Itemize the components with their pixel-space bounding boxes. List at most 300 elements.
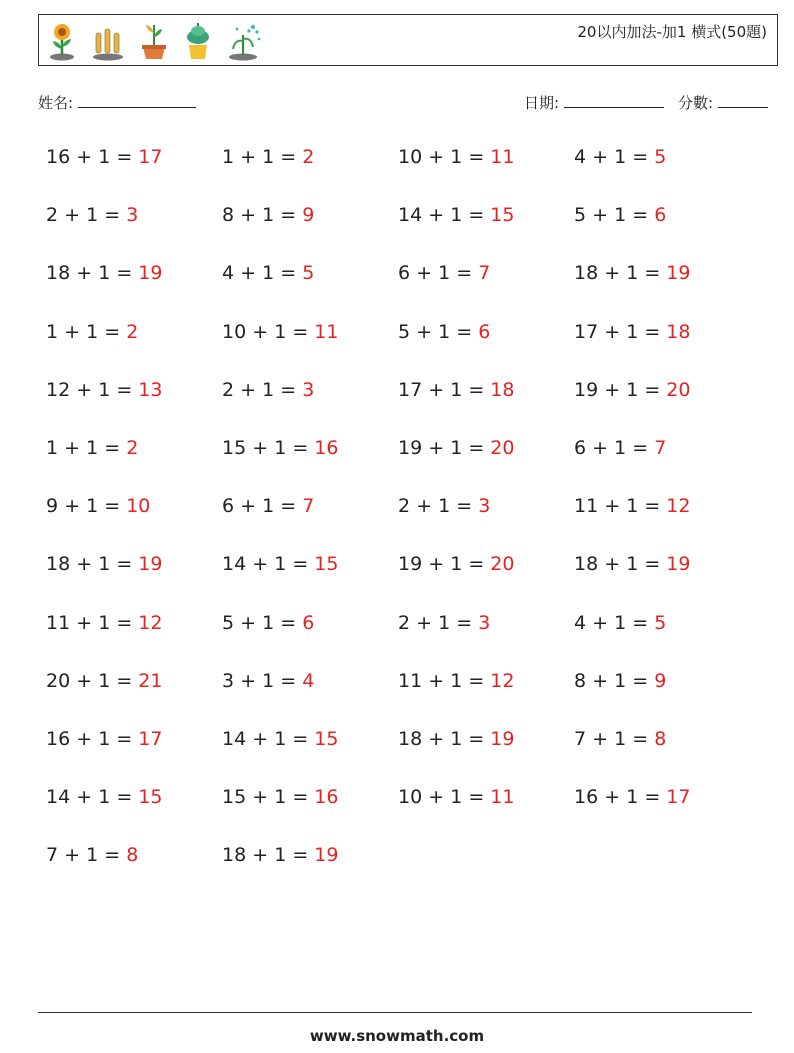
addend-a: 9 — [46, 495, 59, 518]
op-plus: + — [598, 495, 627, 518]
addend-b: 1 — [614, 728, 627, 750]
op-equals: = — [110, 669, 139, 692]
op-plus: + — [598, 262, 627, 285]
op-equals: = — [638, 786, 667, 809]
op-equals: = — [638, 495, 667, 518]
addend-b: 1 — [98, 786, 111, 809]
addend-b: 1 — [262, 146, 275, 168]
addend-a: 14 — [46, 786, 71, 809]
problem-47 — [398, 786, 514, 808]
op-plus: + — [422, 669, 451, 692]
op-plus: + — [70, 262, 99, 285]
worksheet-title: 20以内加法-加1 横式(50題) — [577, 23, 767, 41]
addend-a: 2 — [398, 495, 411, 518]
addend-a: 14 — [398, 204, 423, 227]
op-equals: = — [462, 378, 491, 401]
answer: 19 — [490, 728, 515, 750]
problem-27 — [398, 495, 490, 517]
problem-17 — [46, 379, 162, 401]
op-equals: = — [274, 146, 303, 168]
op-plus: + — [246, 844, 275, 867]
op-plus: + — [246, 728, 275, 750]
problem-18 — [222, 379, 314, 401]
addend-b: 1 — [98, 728, 111, 750]
op-equals: = — [98, 844, 127, 867]
problem-30 — [222, 553, 338, 575]
addend-b: 1 — [262, 262, 275, 285]
op-plus: + — [422, 786, 451, 809]
problem-16 — [574, 321, 690, 343]
icon-strip — [47, 19, 263, 63]
problem-33 — [46, 612, 162, 634]
answer: 5 — [654, 146, 667, 168]
addend-a: 17 — [574, 320, 599, 343]
score-field[interactable] — [678, 92, 768, 113]
answer: 15 — [314, 728, 339, 750]
date-label: 日期: — [524, 94, 560, 112]
answer: 16 — [314, 437, 339, 459]
addend-a: 18 — [46, 553, 71, 576]
problem-49 — [46, 844, 138, 866]
answer: 4 — [302, 669, 315, 692]
addend-b: 1 — [98, 378, 111, 401]
op-plus: + — [234, 262, 263, 285]
addend-b: 1 — [86, 320, 99, 343]
answer: 19 — [138, 262, 163, 285]
addend-b: 1 — [438, 320, 451, 343]
addend-b: 1 — [274, 553, 287, 576]
answer: 3 — [302, 378, 315, 401]
addend-b: 1 — [262, 495, 275, 518]
op-equals: = — [450, 262, 479, 285]
op-plus: + — [70, 378, 99, 401]
op-plus: + — [58, 495, 87, 518]
answer: 17 — [666, 786, 691, 809]
addend-a: 18 — [398, 728, 423, 750]
op-plus: + — [246, 437, 275, 459]
answer: 8 — [654, 728, 667, 750]
addend-b: 1 — [274, 786, 287, 809]
problem-21 — [46, 437, 138, 459]
addend-a: 15 — [222, 437, 247, 459]
addend-b: 1 — [450, 786, 463, 809]
problem-3 — [398, 146, 514, 168]
name-blank[interactable] — [78, 93, 196, 108]
op-equals: = — [626, 669, 655, 692]
addend-a: 11 — [574, 495, 599, 518]
op-plus: + — [246, 320, 275, 343]
op-plus: + — [234, 669, 263, 692]
addend-b: 1 — [86, 437, 99, 459]
problem-26 — [222, 495, 314, 517]
op-plus: + — [410, 495, 439, 518]
answer: 6 — [478, 320, 491, 343]
op-plus: + — [422, 146, 451, 168]
answer: 7 — [302, 495, 315, 518]
addend-b: 1 — [626, 320, 639, 343]
op-equals: = — [286, 437, 315, 459]
op-equals: = — [110, 378, 139, 401]
op-equals: = — [274, 669, 303, 692]
answer: 11 — [490, 146, 515, 168]
addend-a: 2 — [398, 611, 411, 634]
addend-a: 4 — [222, 262, 235, 285]
answer: 18 — [666, 320, 691, 343]
addend-b: 1 — [98, 669, 111, 692]
answer: 20 — [490, 553, 515, 576]
op-plus: + — [58, 437, 87, 459]
addend-b: 1 — [274, 437, 287, 459]
problem-29 — [46, 553, 162, 575]
wheat-icon — [91, 21, 125, 61]
addend-b: 1 — [274, 320, 287, 343]
addend-b: 1 — [438, 495, 451, 518]
addend-b: 1 — [626, 262, 639, 285]
problem-14 — [222, 321, 338, 343]
addend-b: 1 — [450, 204, 463, 227]
op-equals: = — [98, 320, 127, 343]
score-label: 分數: — [678, 94, 714, 112]
addend-b: 1 — [614, 437, 627, 459]
addend-b: 1 — [614, 669, 627, 692]
addend-a: 14 — [222, 553, 247, 576]
addend-a: 16 — [46, 728, 71, 750]
problem-6 — [222, 204, 314, 226]
problem-35 — [398, 612, 490, 634]
op-plus: + — [58, 844, 87, 867]
addend-a: 19 — [574, 378, 599, 401]
problem-7 — [398, 204, 514, 226]
addend-a: 5 — [398, 320, 411, 343]
addend-a: 19 — [398, 553, 423, 576]
op-plus: + — [422, 437, 451, 459]
problem-5 — [46, 204, 138, 226]
op-equals: = — [274, 495, 303, 518]
addend-b: 1 — [262, 204, 275, 227]
addend-a: 16 — [574, 786, 599, 809]
op-equals: = — [286, 320, 315, 343]
addend-a: 10 — [222, 320, 247, 343]
addend-b: 1 — [614, 611, 627, 634]
op-equals: = — [110, 146, 139, 168]
op-plus: + — [422, 204, 451, 227]
addend-b: 1 — [86, 844, 99, 867]
op-equals: = — [462, 553, 491, 576]
problem-38 — [222, 670, 314, 692]
addend-a: 5 — [222, 611, 235, 634]
addend-a: 18 — [574, 553, 599, 576]
problem-48 — [574, 786, 690, 808]
problem-4 — [574, 146, 666, 168]
op-plus: + — [410, 320, 439, 343]
answer: 6 — [302, 611, 315, 634]
op-plus: + — [422, 728, 451, 750]
problem-22 — [222, 437, 338, 459]
addend-b: 1 — [262, 378, 275, 401]
op-plus: + — [58, 204, 87, 227]
answer: 20 — [490, 437, 515, 459]
addend-a: 10 — [398, 786, 423, 809]
addend-a: 11 — [46, 611, 71, 634]
problem-31 — [398, 553, 514, 575]
addend-a: 15 — [222, 786, 247, 809]
addend-a: 18 — [46, 262, 71, 285]
answer: 11 — [490, 786, 515, 809]
op-plus: + — [598, 320, 627, 343]
addend-b: 1 — [626, 553, 639, 576]
op-equals: = — [110, 786, 139, 809]
answer: 7 — [478, 262, 491, 285]
op-equals: = — [274, 262, 303, 285]
potted-plant-icon — [183, 21, 213, 61]
addend-b: 1 — [614, 204, 627, 227]
problem-15 — [398, 321, 490, 343]
answer: 19 — [138, 553, 163, 576]
answer: 18 — [490, 378, 515, 401]
addend-a: 12 — [46, 378, 71, 401]
op-equals: = — [286, 553, 315, 576]
op-equals: = — [626, 728, 655, 750]
problem-44 — [574, 728, 666, 750]
op-plus: + — [70, 786, 99, 809]
addend-b: 1 — [614, 146, 627, 168]
addend-b: 1 — [86, 204, 99, 227]
answer: 12 — [666, 495, 691, 518]
problem-28 — [574, 495, 690, 517]
sunflower-icon — [47, 21, 77, 61]
addend-a: 11 — [398, 669, 423, 692]
op-plus: + — [246, 786, 275, 809]
addend-a: 8 — [222, 204, 235, 227]
problem-23 — [398, 437, 514, 459]
addend-b: 1 — [450, 728, 463, 750]
op-plus: + — [586, 611, 615, 634]
addend-b: 1 — [274, 728, 287, 750]
op-plus: + — [70, 553, 99, 576]
op-plus: + — [234, 611, 263, 634]
op-equals: = — [638, 320, 667, 343]
answer: 3 — [478, 495, 491, 518]
addend-b: 1 — [98, 262, 111, 285]
addend-a: 14 — [222, 728, 247, 750]
answer: 8 — [126, 844, 139, 867]
op-equals: = — [462, 786, 491, 809]
op-equals: = — [110, 728, 139, 750]
problem-39 — [398, 670, 514, 692]
name-label: 姓名: — [38, 94, 74, 112]
op-equals: = — [638, 262, 667, 285]
op-equals: = — [98, 437, 127, 459]
problem-20 — [574, 379, 690, 401]
addend-a: 16 — [46, 146, 71, 168]
answer: 15 — [138, 786, 163, 809]
problem-8 — [574, 204, 666, 226]
op-equals: = — [98, 495, 127, 518]
addend-b: 1 — [274, 844, 287, 867]
op-equals: = — [286, 844, 315, 867]
addend-a: 10 — [398, 146, 423, 168]
watering-plant-icon — [227, 21, 263, 61]
addend-b: 1 — [450, 553, 463, 576]
problem-41 — [46, 728, 162, 750]
op-equals: = — [626, 146, 655, 168]
answer: 2 — [126, 320, 139, 343]
op-plus: + — [586, 204, 615, 227]
addend-a: 6 — [398, 262, 411, 285]
problem-50 — [222, 844, 338, 866]
answer: 7 — [654, 437, 667, 459]
op-plus: + — [586, 728, 615, 750]
problem-2 — [222, 146, 314, 168]
answer: 21 — [138, 669, 163, 692]
answer: 15 — [490, 204, 515, 227]
addend-b: 1 — [438, 611, 451, 634]
answer: 3 — [126, 204, 139, 227]
op-plus: + — [70, 728, 99, 750]
problem-42 — [222, 728, 338, 750]
op-equals: = — [638, 378, 667, 401]
op-plus: + — [234, 146, 263, 168]
addend-b: 1 — [626, 495, 639, 518]
op-plus: + — [246, 553, 275, 576]
addend-b: 1 — [450, 669, 463, 692]
op-equals: = — [626, 437, 655, 459]
addend-a: 2 — [222, 378, 235, 401]
answer: 2 — [302, 146, 315, 168]
footer-divider — [38, 1012, 752, 1013]
op-plus: + — [586, 146, 615, 168]
addend-a: 17 — [398, 378, 423, 401]
problem-19 — [398, 379, 514, 401]
answer: 5 — [302, 262, 315, 285]
op-equals: = — [110, 553, 139, 576]
addend-b: 1 — [98, 553, 111, 576]
name-field[interactable] — [38, 92, 196, 113]
addend-a: 5 — [574, 204, 587, 227]
problem-10 — [222, 262, 314, 284]
answer: 19 — [666, 553, 691, 576]
problem-36 — [574, 612, 666, 634]
problem-9 — [46, 262, 162, 284]
answer: 19 — [314, 844, 339, 867]
op-equals: = — [286, 786, 315, 809]
op-equals: = — [462, 146, 491, 168]
addend-a: 2 — [46, 204, 59, 227]
answer: 12 — [490, 669, 515, 692]
score-blank[interactable] — [718, 93, 768, 108]
problem-24 — [574, 437, 666, 459]
op-equals: = — [274, 611, 303, 634]
answer: 6 — [654, 204, 667, 227]
op-equals: = — [626, 204, 655, 227]
answer: 3 — [478, 611, 491, 634]
addend-a: 6 — [222, 495, 235, 518]
problem-11 — [398, 262, 490, 284]
problem-25 — [46, 495, 150, 517]
op-equals: = — [450, 320, 479, 343]
addend-a: 19 — [398, 437, 423, 459]
addend-a: 1 — [46, 437, 59, 459]
addend-b: 1 — [450, 437, 463, 459]
answer: 11 — [314, 320, 339, 343]
op-plus: + — [410, 611, 439, 634]
addend-b: 1 — [86, 495, 99, 518]
op-plus: + — [234, 204, 263, 227]
sprout-pot-icon — [139, 21, 169, 61]
addend-b: 1 — [626, 378, 639, 401]
op-equals: = — [450, 495, 479, 518]
op-plus: + — [70, 669, 99, 692]
op-plus: + — [598, 786, 627, 809]
op-plus: + — [410, 262, 439, 285]
problem-43 — [398, 728, 514, 750]
op-equals: = — [274, 204, 303, 227]
problem-32 — [574, 553, 690, 575]
addend-a: 20 — [46, 669, 71, 692]
addend-a: 1 — [46, 320, 59, 343]
answer: 12 — [138, 611, 163, 634]
op-equals: = — [286, 728, 315, 750]
addend-b: 1 — [262, 669, 275, 692]
answer: 17 — [138, 146, 163, 168]
addend-a: 1 — [222, 146, 235, 168]
answer: 13 — [138, 378, 163, 401]
date-field[interactable] — [524, 92, 664, 113]
addend-b: 1 — [438, 262, 451, 285]
problem-34 — [222, 612, 314, 634]
op-plus: + — [586, 437, 615, 459]
op-plus: + — [598, 378, 627, 401]
addend-b: 1 — [626, 786, 639, 809]
addend-a: 4 — [574, 611, 587, 634]
problem-12 — [574, 262, 690, 284]
addend-a: 8 — [574, 669, 587, 692]
problem-1 — [46, 146, 162, 168]
answer: 5 — [654, 611, 667, 634]
op-plus: + — [586, 669, 615, 692]
op-plus: + — [70, 146, 99, 168]
addend-a: 3 — [222, 669, 235, 692]
op-plus: + — [422, 378, 451, 401]
addend-a: 4 — [574, 146, 587, 168]
date-blank[interactable] — [564, 93, 664, 108]
answer: 19 — [666, 262, 691, 285]
problem-46 — [222, 786, 338, 808]
header-box — [38, 14, 778, 66]
op-plus: + — [422, 553, 451, 576]
answer: 9 — [302, 204, 315, 227]
addend-a: 18 — [222, 844, 247, 867]
footer-website: www.snowmath.com — [309, 1027, 485, 1045]
op-plus: + — [234, 378, 263, 401]
op-equals: = — [462, 728, 491, 750]
answer: 16 — [314, 786, 339, 809]
op-equals: = — [462, 204, 491, 227]
problem-37 — [46, 670, 162, 692]
op-equals: = — [462, 669, 491, 692]
addend-b: 1 — [450, 378, 463, 401]
op-plus: + — [234, 495, 263, 518]
addend-b: 1 — [98, 146, 111, 168]
addend-a: 6 — [574, 437, 587, 459]
addend-a: 7 — [574, 728, 587, 750]
info-row — [38, 92, 770, 116]
op-equals: = — [110, 611, 139, 634]
op-equals: = — [450, 611, 479, 634]
addend-a: 7 — [46, 844, 59, 867]
op-equals: = — [110, 262, 139, 285]
problem-40 — [574, 670, 666, 692]
